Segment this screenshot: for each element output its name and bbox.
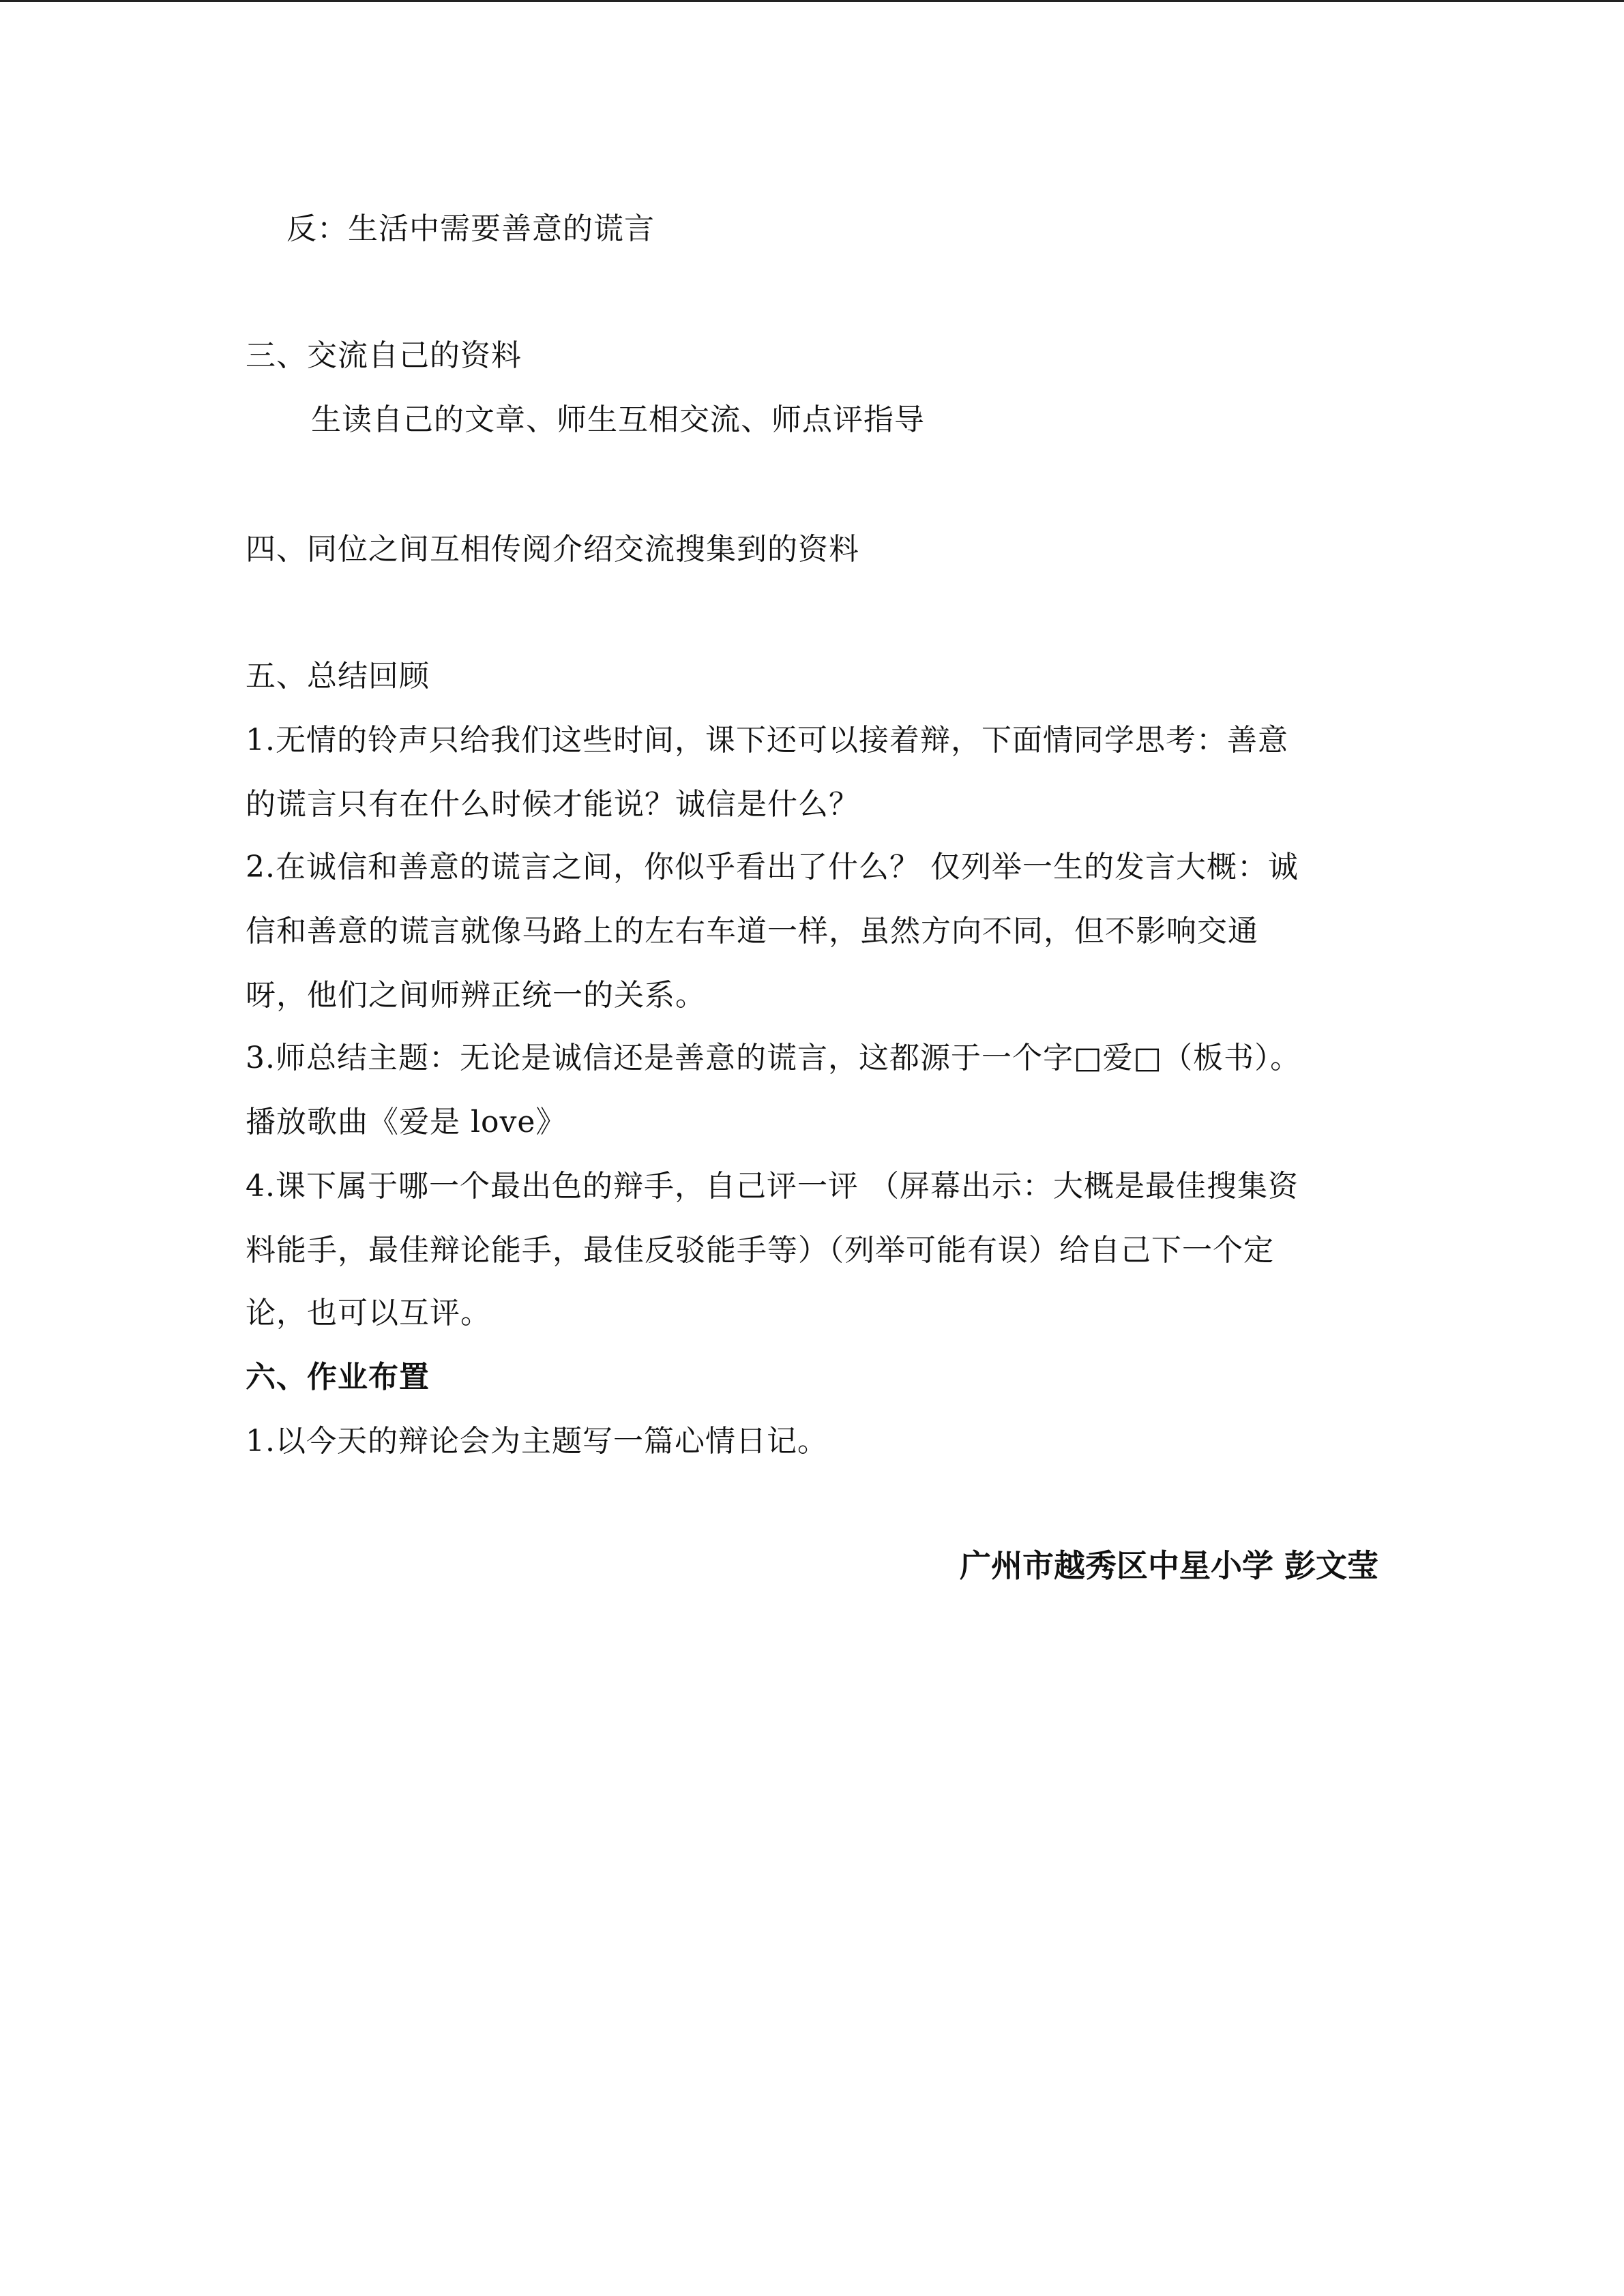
section-5-item-4-line-b: 料能手，最佳辩论能手，最佳反驳能手等）（列举可能有误）给自己下一个定 [246, 1233, 1274, 1268]
section-3-line-1: 生读自己的文章、师生互相交流、师点评指导 [311, 402, 925, 437]
section-heading-6: 六、作业布置 [246, 1360, 430, 1395]
section-heading-3: 三、交流自己的资料 [246, 338, 522, 373]
section-6-item-1: 1.以今天的辩论会为主题写一篇心情日记。 [246, 1424, 828, 1459]
section-5-item-1-line-a: 1.无情的铃声只给我们这些时间，课下还可以接着辩，下面情同学思考：善意 [246, 723, 1288, 758]
section-5-item-2-line-c: 呀，他们之间师辨正统一的关系。 [246, 978, 706, 1013]
section-5-item-2-line-b: 信和善意的谎言就像马路上的左右车道一样，虽然方向不同，但不影响交通 [246, 914, 1258, 949]
section-heading-4: 四、同位之间互相传阅介绍交流搜集到的资料 [246, 532, 859, 567]
section-5-item-1-line-b: 的谎言只有在什么时候才能说？诚信是什么？ [246, 787, 859, 822]
line-fan: 反：生活中需要善意的谎言 [286, 211, 655, 246]
section-5-item-3-line-a: 3.师总结主题：无论是诚信还是善意的谎言，这都源于一个字□爱□（板书）。 [246, 1041, 1301, 1075]
section-5-item-2-line-a: 2.在诚信和善意的谎言之间，你似乎看出了什么？ 仅列举一生的发言大概：诚 [246, 850, 1299, 884]
section-5-item-4-line-c: 论，也可以互评。 [246, 1296, 491, 1330]
section-5-item-4-line-a: 4.课下属于哪一个最出色的辩手，自己评一评 （屏幕出示：大概是最佳搜集资 [246, 1169, 1299, 1204]
section-5-item-3-line-b: 播放歌曲《爱是 love》 [246, 1105, 567, 1139]
author-signature: 广州市越秀区中星小学 彭文莹 [959, 1547, 1378, 1584]
section-heading-5: 五、总结回顾 [246, 659, 430, 694]
